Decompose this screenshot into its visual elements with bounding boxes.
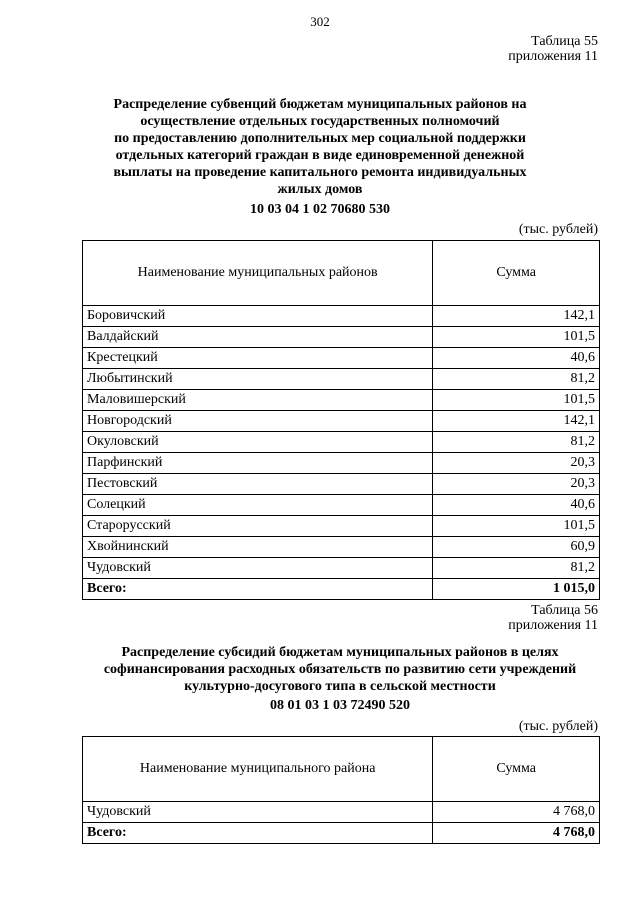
column-header-name: Наименование муниципального района (83, 737, 433, 802)
district-sum: 81,2 (433, 432, 600, 453)
table-row (83, 516, 600, 537)
table56-label-line2: приложения 11 (508, 618, 598, 633)
district-sum: 101,5 (433, 327, 600, 348)
table55-title (80, 96, 560, 198)
table55 (82, 240, 600, 600)
table-row (83, 474, 600, 495)
table55-label (508, 34, 598, 64)
table-header-row (83, 241, 600, 306)
district-sum: 20,3 (433, 453, 600, 474)
table56 (82, 736, 600, 844)
table55-code: 10 03 04 1 02 70680 530 (250, 202, 390, 217)
district-name: Крестецкий (83, 348, 433, 369)
district-name: Чудовский (83, 558, 433, 579)
district-sum: 20,3 (433, 474, 600, 495)
total-label: Всего: (83, 823, 433, 844)
district-name: Окуловский (83, 432, 433, 453)
district-sum: 81,2 (433, 558, 600, 579)
total-row (83, 579, 600, 600)
district-sum: 40,6 (433, 495, 600, 516)
district-name: Старорусский (83, 516, 433, 537)
table-row (83, 495, 600, 516)
table56-label (508, 603, 598, 633)
district-name: Валдайский (83, 327, 433, 348)
table56-label-line1: Таблица 56 (531, 603, 598, 618)
table-row (83, 802, 600, 823)
table-row (83, 348, 600, 369)
table-row (83, 537, 600, 558)
district-name: Любытинский (83, 369, 433, 390)
table55-label-line2: приложения 11 (508, 49, 598, 64)
district-name: Солецкий (83, 495, 433, 516)
table56-title-line: культурно-досугового типа в сельской местности (184, 679, 496, 694)
district-name: Новгородский (83, 411, 433, 432)
column-header-sum: Сумма (433, 241, 600, 306)
district-name: Боровичский (83, 306, 433, 327)
table56-title-line: Распределение субсидий бюджетам муниципальных районов в целях (121, 645, 559, 660)
district-sum: 60,9 (433, 537, 600, 558)
table-row (83, 558, 600, 579)
table55-title-line: по предоставлению дополнительных мер социальной поддержки (114, 131, 526, 146)
district-sum: 101,5 (433, 516, 600, 537)
table55-title-line: выплаты на проведение капитального ремонта индивидуальных (113, 165, 527, 180)
district-name: Хвойнинский (83, 537, 433, 558)
column-header-sum: Сумма (433, 737, 600, 802)
district-sum: 101,5 (433, 390, 600, 411)
district-sum: 4 768,0 (433, 802, 600, 823)
table-row (83, 306, 600, 327)
page-number: 302 (310, 14, 330, 29)
table56-title (60, 644, 620, 695)
district-sum: 40,6 (433, 348, 600, 369)
district-name: Маловишерский (83, 390, 433, 411)
table55-label-line1: Таблица 55 (531, 34, 598, 49)
column-header-name: Наименование муниципальных районов (83, 241, 433, 306)
table56-code: 08 01 03 1 03 72490 520 (270, 698, 410, 713)
total-sum: 1 015,0 (433, 579, 600, 600)
table55-title-line: жилых домов (277, 182, 363, 197)
district-sum: 142,1 (433, 411, 600, 432)
table-row (83, 411, 600, 432)
total-sum: 4 768,0 (433, 823, 600, 844)
table-row (83, 369, 600, 390)
district-sum: 142,1 (433, 306, 600, 327)
table-row (83, 327, 600, 348)
district-sum: 81,2 (433, 369, 600, 390)
table55-title-line: осуществление отдельных государственных полномочий (140, 114, 500, 129)
district-name: Парфинский (83, 453, 433, 474)
table-row (83, 453, 600, 474)
table56-units: (тыс. рублей) (518, 719, 598, 734)
table55-title-line: отдельных категорий граждан в виде единовременной денежной (115, 148, 525, 163)
table55-title-line: Распределение субвенций бюджетам муниципальных районов на (113, 97, 527, 112)
total-row (83, 823, 600, 844)
table-row (83, 390, 600, 411)
table55-units: (тыс. рублей) (518, 222, 598, 237)
table56-title-line: софинансирования расходных обязательств по развитию сети учреждений (103, 662, 577, 677)
total-label: Всего: (83, 579, 433, 600)
district-name: Пестовский (83, 474, 433, 495)
table-row (83, 432, 600, 453)
district-name: Чудовский (83, 802, 433, 823)
table-header-row (83, 737, 600, 802)
